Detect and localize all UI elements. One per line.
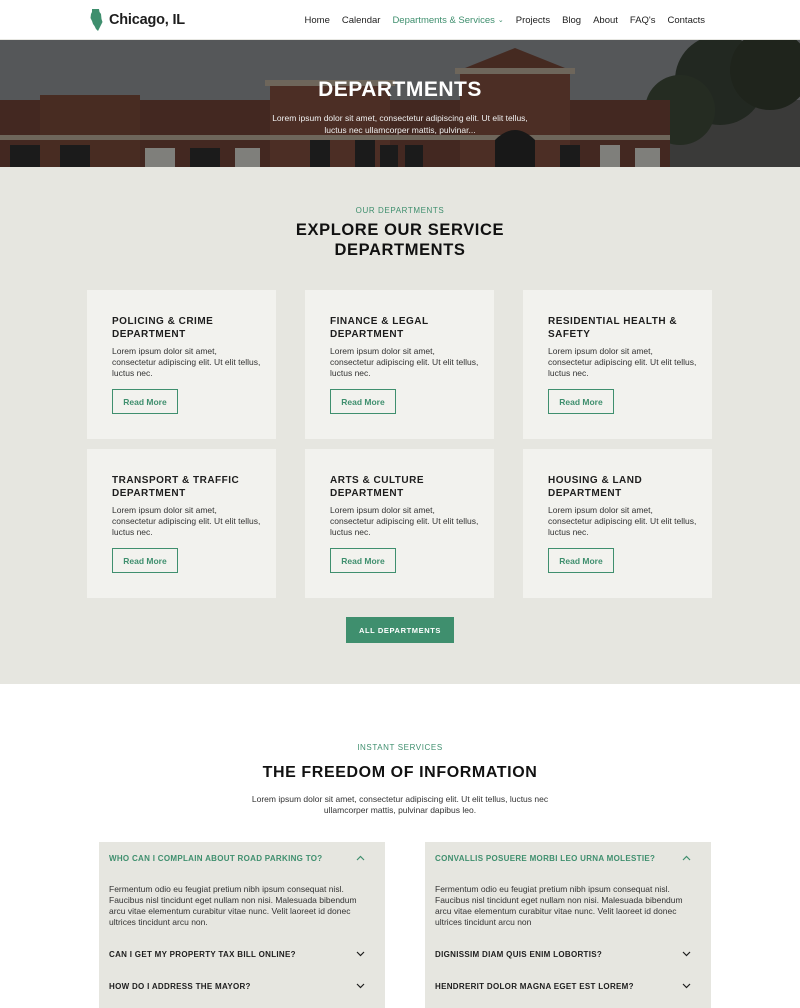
chevron-down-icon xyxy=(356,983,365,989)
faq-accordion-left xyxy=(99,842,385,1008)
faq-item[interactable] xyxy=(109,947,375,961)
department-card-residential xyxy=(523,290,712,439)
nav-label: Projects xyxy=(515,14,551,26)
nav-label: FAQ's xyxy=(629,14,656,26)
card-text: Lorem ipsum dolor sit amet, consectetur adipiscing elit. Ut elit tellus, luctus nec. xyxy=(330,346,479,378)
faq-item-open[interactable] xyxy=(435,851,701,865)
chevron-down-icon xyxy=(356,951,365,957)
faq-question: WHO CAN I COMPLAIN ABOUT ROAD PARKING TO? xyxy=(109,853,323,863)
faq-item[interactable] xyxy=(109,979,375,993)
department-card-transport xyxy=(87,449,276,598)
card-text: Lorem ipsum dolor sit amet, consectetur adipiscing elit. Ut elit tellus, luctus nec. xyxy=(548,346,697,378)
nav-faqs[interactable] xyxy=(630,15,656,26)
card-title: HOUSING & LAND DEPARTMENT xyxy=(548,475,643,499)
read-more-button[interactable]: Read More xyxy=(548,548,614,573)
site-logo[interactable] xyxy=(90,9,185,31)
card-text: Lorem ipsum dolor sit amet, consectetur adipiscing elit. Ut elit tellus, luctus nec. xyxy=(548,505,697,537)
chevron-up-icon xyxy=(682,855,691,861)
faq-item-open[interactable] xyxy=(109,851,375,865)
hero-overlay xyxy=(0,40,800,167)
hero-banner xyxy=(0,40,800,167)
faq-answer: Fermentum odio eu feugiat pretium nibh ipsum consequat nisl. Faucibus nisl tincidunt eget nullam non nisi. Malesuada bibendum arcu vitae elementum curabitur vitae nunc. Velit laoreet id donec ultrices tincidunt arcu non xyxy=(435,884,683,927)
read-more-button[interactable]: Read More xyxy=(330,548,396,573)
illinois-map-icon xyxy=(90,9,103,31)
read-more-button[interactable]: Read More xyxy=(330,389,396,414)
department-card-policing xyxy=(87,290,276,439)
faq-item[interactable] xyxy=(435,947,701,961)
nav-projects[interactable] xyxy=(516,15,550,26)
nav-label: Calendar xyxy=(341,14,381,26)
page-title: DEPARTMENTS xyxy=(318,78,482,101)
main-nav xyxy=(293,0,705,40)
site-header xyxy=(0,0,800,40)
faq-item[interactable] xyxy=(435,979,701,993)
read-more-button[interactable]: Read More xyxy=(112,389,178,414)
nav-blog[interactable] xyxy=(562,15,581,26)
nav-departments-services[interactable] xyxy=(392,15,503,26)
nav-home[interactable] xyxy=(305,15,330,26)
nav-contacts[interactable] xyxy=(668,15,706,26)
card-text: Lorem ipsum dolor sit amet, consectetur adipiscing elit. Ut elit tellus, luctus nec. xyxy=(112,346,261,378)
chevron-down-icon xyxy=(682,983,691,989)
card-text: Lorem ipsum dolor sit amet, consectetur adipiscing elit. Ut elit tellus, luctus nec. xyxy=(112,505,261,537)
card-title: RESIDENTIAL HEALTH & SAFETY xyxy=(548,316,678,340)
section-eyebrow: OUR DEPARTMENTS xyxy=(355,206,445,215)
chevron-down-icon xyxy=(682,951,691,957)
faq-answer: Fermentum odio eu feugiat pretium nibh ipsum consequat nisl. Faucibus nisl tincidunt eget nullam non nisi. Malesuada bibendum arcu vitae elementum curabitur vitae nunc. Velit laoreet id donec ultrices tincidunt arcu non. xyxy=(109,884,357,927)
read-more-button[interactable]: Read More xyxy=(548,389,614,414)
card-title: POLICING & CRIME DEPARTMENT xyxy=(112,316,214,340)
nav-label: About xyxy=(593,14,618,26)
chevron-up-icon xyxy=(356,855,365,861)
chevron-down-icon: ⌄ xyxy=(497,17,504,24)
card-title: TRANSPORT & TRAFFIC DEPARTMENT xyxy=(112,475,240,499)
faq-question: CONVALLIS POSUERE MORBI LEO URNA MOLESTIE? xyxy=(435,853,656,863)
faq-question: DIGNISSIM DIAM QUIS ENIM LOBORTIS? xyxy=(435,949,603,959)
foi-subtitle: Lorem ipsum dolor sit amet, consectetur adipiscing elit. Ut elit tellus, luctus nec ullamcorper mattis, pulvinar dapibus leo. xyxy=(251,794,549,815)
card-title: FINANCE & LEGAL DEPARTMENT xyxy=(330,316,429,340)
faq-question: CAN I GET MY PROPERTY TAX BILL ONLINE? xyxy=(109,949,296,959)
foi-eyebrow: INSTANT SERVICES xyxy=(357,743,443,752)
departments-section xyxy=(0,167,800,684)
all-departments-button[interactable]: ALL DEPARTMENTS xyxy=(346,617,454,643)
nav-label: Home xyxy=(304,14,330,26)
read-more-button[interactable]: Read More xyxy=(112,548,178,573)
nav-label: Departments & Services xyxy=(392,14,495,26)
nav-about[interactable] xyxy=(593,15,618,26)
nav-calendar[interactable] xyxy=(342,15,381,26)
card-text: Lorem ipsum dolor sit amet, consectetur adipiscing elit. Ut elit tellus, luctus nec. xyxy=(330,505,479,537)
department-card-finance xyxy=(305,290,494,439)
faq-question: HENDRERIT DOLOR MAGNA EGET EST LOREM? xyxy=(435,981,634,991)
department-card-arts xyxy=(305,449,494,598)
section-title-line2: DEPARTMENTS xyxy=(334,241,466,259)
department-card-housing xyxy=(523,449,712,598)
hero-subtitle: Lorem ipsum dolor sit amet, consectetur adipiscing elit. Ut elit tellus, luctus nec ullamcorper mattis, pulvinar... xyxy=(272,113,528,135)
section-title-line1: EXPLORE OUR SERVICE xyxy=(295,221,505,239)
faq-accordion-right xyxy=(425,842,711,1008)
card-title: ARTS & CULTURE DEPARTMENT xyxy=(330,475,425,499)
nav-label: Contacts xyxy=(667,14,705,26)
nav-label: Blog xyxy=(562,14,582,26)
faq-question: HOW DO I ADDRESS THE MAYOR? xyxy=(109,981,251,991)
foi-section xyxy=(0,684,800,1008)
logo-text: Chicago, IL xyxy=(109,12,185,28)
foi-title: THE FREEDOM OF INFORMATION xyxy=(262,764,538,781)
